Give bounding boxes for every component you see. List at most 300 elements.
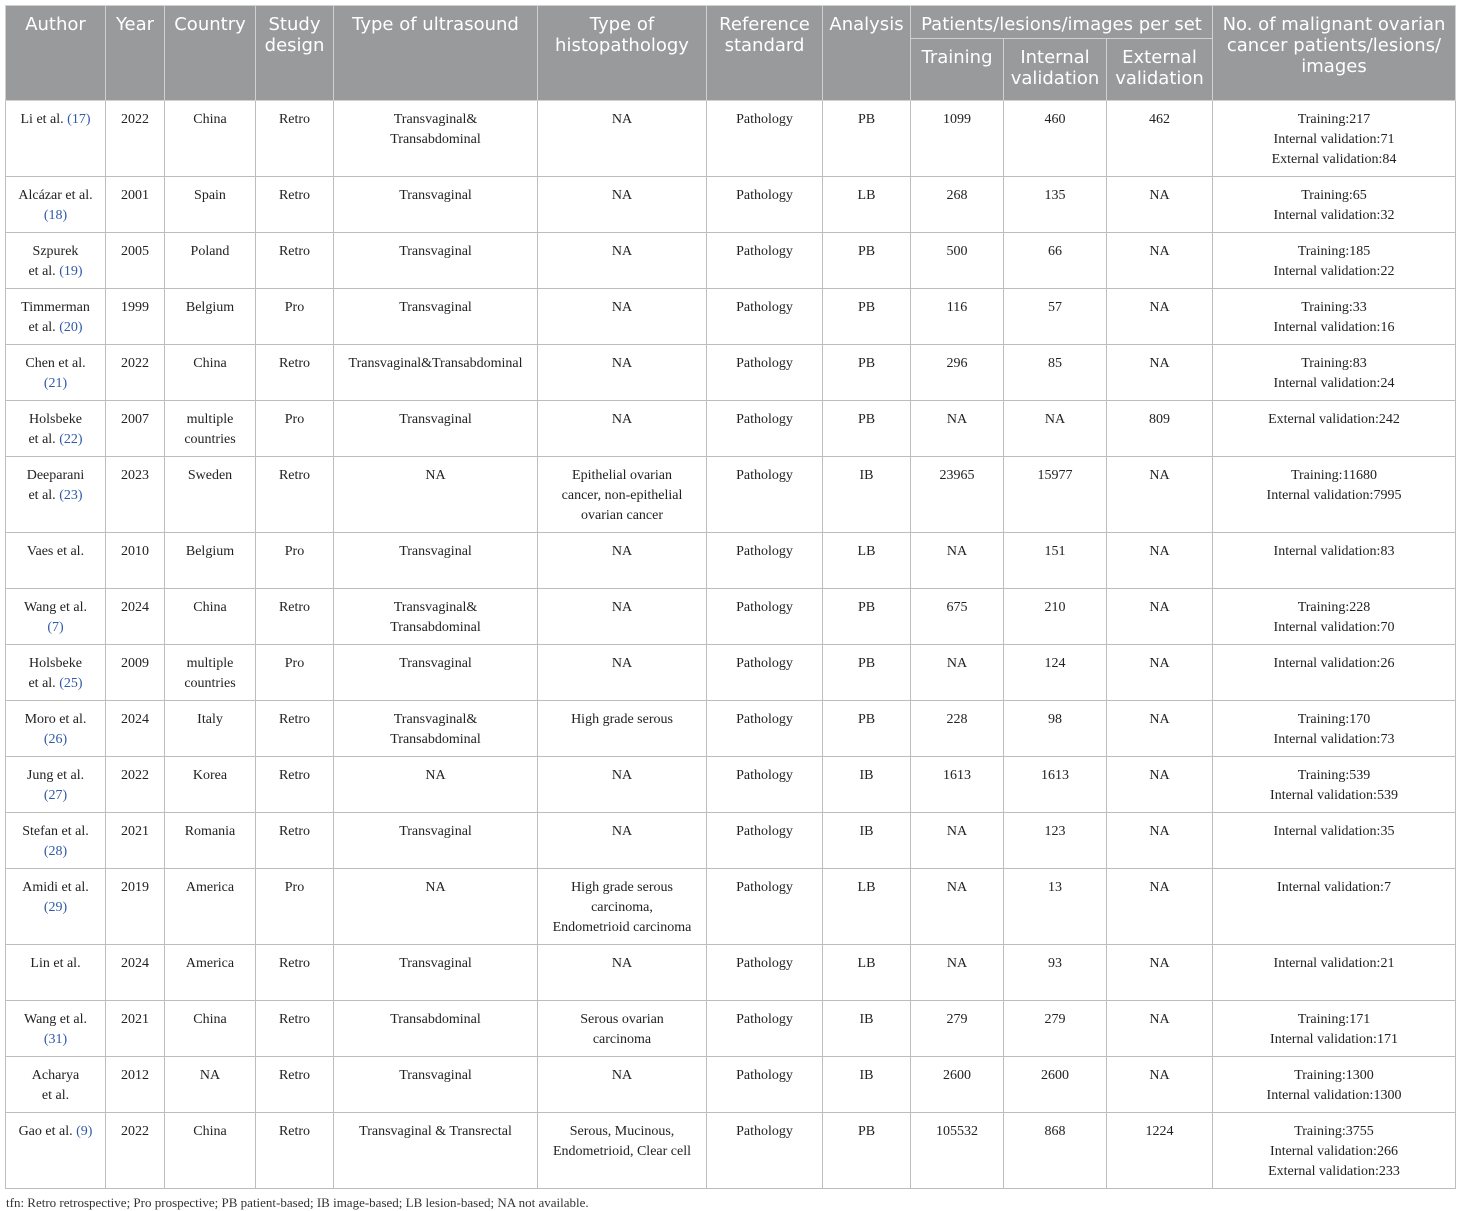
histopathology-cell [538, 945, 707, 1001]
author-cell-line: Vaes et al. [26, 544, 85, 559]
internal-validation-count-cell: 868 [1004, 1113, 1107, 1189]
author-cell-line: et al. [28, 264, 60, 279]
ultrasound-type-cell [334, 701, 538, 757]
year-cell: 2005 [106, 233, 165, 289]
author-cell [6, 289, 106, 345]
malignant-count-cell-line: Training:1300 [1294, 1068, 1374, 1083]
citation-link[interactable]: (7) [47, 620, 64, 635]
ultrasound-type-cell [334, 401, 538, 457]
citation-link[interactable]: (21) [43, 376, 68, 391]
training-count-cell: 279 [911, 1001, 1004, 1057]
ultrasound-type-cell-line: Transabdominal [390, 620, 481, 635]
year-cell: 2010 [106, 533, 165, 589]
study-design-cell: Retro [256, 701, 334, 757]
analysis-cell: PB [823, 289, 911, 345]
author-cell [6, 945, 106, 1001]
internal-validation-count-cell: 57 [1004, 289, 1107, 345]
histopathology-cell [538, 289, 707, 345]
internal-validation-count-cell: 98 [1004, 701, 1107, 757]
ultrasound-type-cell-line: Transabdominal [390, 132, 481, 147]
histopathology-cell [538, 589, 707, 645]
malignant-count-cell [1213, 757, 1456, 813]
external-validation-count-cell: NA [1107, 177, 1213, 233]
internal-validation-count-cell: 124 [1004, 645, 1107, 701]
histopathology-cell-line: carcinoma [592, 1032, 652, 1047]
citation-link[interactable]: (19) [59, 264, 83, 279]
reference-standard-cell: Pathology [707, 289, 823, 345]
author-cell-line: Holsbeke [29, 412, 82, 427]
country-cell-line: China [193, 356, 227, 371]
table-row [6, 1057, 1456, 1113]
malignant-count-cell-line: Training:3755 [1294, 1124, 1374, 1139]
ultrasound-type-cell-line: Transabdominal [390, 732, 481, 747]
ultrasound-type-cell-line: Transvaginal [399, 824, 472, 839]
author-cell [6, 101, 106, 177]
country-cell [165, 589, 256, 645]
study-design-cell: Pro [256, 533, 334, 589]
table-row [6, 345, 1456, 401]
training-count-cell: 1613 [911, 757, 1004, 813]
training-count-cell: 675 [911, 589, 1004, 645]
reference-standard-cell: Pathology [707, 533, 823, 589]
author-cell [6, 645, 106, 701]
malignant-count-cell [1213, 457, 1456, 533]
study-design-cell: Retro [256, 177, 334, 233]
ultrasound-type-cell-line: NA [425, 468, 446, 483]
histopathology-cell [538, 1113, 707, 1189]
external-validation-count-cell: NA [1107, 813, 1213, 869]
country-cell-line: China [193, 1012, 227, 1027]
ultrasound-type-cell-line: Transvaginal [399, 1068, 472, 1083]
country-cell-line: America [185, 880, 235, 895]
table-row [6, 1113, 1456, 1189]
country-cell [165, 1057, 256, 1113]
internal-validation-count-cell: 2600 [1004, 1057, 1107, 1113]
reference-standard-cell: Pathology [707, 701, 823, 757]
training-count-cell: 228 [911, 701, 1004, 757]
header-year: Year [106, 6, 165, 101]
histopathology-cell-line: Endometrioid carcinoma [552, 920, 692, 935]
training-count-cell: NA [911, 869, 1004, 945]
country-cell-line: Belgium [185, 300, 235, 315]
header-study-design: Study design [256, 6, 334, 101]
reference-standard-cell: Pathology [707, 1113, 823, 1189]
ultrasound-type-cell-line: Transvaginal& [393, 112, 478, 127]
ultrasound-type-cell-line: Transvaginal&Transabdominal [348, 356, 523, 371]
malignant-count-cell-line: Internal validation:21 [1273, 956, 1395, 971]
ultrasound-type-cell [334, 869, 538, 945]
country-cell [165, 869, 256, 945]
country-cell-line: Belgium [185, 544, 235, 559]
header-ultrasound-type: Type of ultrasound [334, 6, 538, 101]
ultrasound-type-cell [334, 289, 538, 345]
header-histopathology-type: Type of histopathology [538, 6, 707, 101]
country-cell-line: countries [184, 432, 236, 447]
year-cell: 2019 [106, 869, 165, 945]
citation-link[interactable]: (23) [59, 488, 83, 503]
country-cell [165, 345, 256, 401]
external-validation-count-cell: NA [1107, 289, 1213, 345]
author-cell-line: Lin et al. [30, 956, 81, 971]
citation-link[interactable]: (18) [43, 208, 68, 223]
histopathology-cell [538, 177, 707, 233]
histopathology-cell-line: ovarian cancer [581, 508, 663, 523]
country-cell [165, 533, 256, 589]
malignant-count-cell-line: Internal validation:171 [1270, 1032, 1398, 1047]
external-validation-count-cell: NA [1107, 701, 1213, 757]
malignant-count-cell-line: Training:33 [1301, 300, 1367, 315]
ultrasound-type-cell-line: Transvaginal [399, 188, 472, 203]
histopathology-cell [538, 101, 707, 177]
external-validation-count-cell: NA [1107, 645, 1213, 701]
study-design-cell: Retro [256, 457, 334, 533]
malignant-count-cell-line: Training:228 [1297, 600, 1371, 615]
ultrasound-type-cell [334, 457, 538, 533]
malignant-count-cell-line: Training:171 [1297, 1012, 1371, 1027]
country-cell [165, 101, 256, 177]
ultrasound-type-cell [334, 177, 538, 233]
country-cell [165, 177, 256, 233]
malignant-count-cell-line: Training:11680 [1290, 468, 1378, 483]
histopathology-cell [538, 1057, 707, 1113]
analysis-cell: PB [823, 101, 911, 177]
ultrasound-type-cell-line: Transvaginal [399, 412, 472, 427]
author-cell-line: et al. [28, 488, 60, 503]
histopathology-cell-line: NA [611, 356, 633, 371]
internal-validation-count-cell: 460 [1004, 101, 1107, 177]
internal-validation-count-cell: 15977 [1004, 457, 1107, 533]
histopathology-cell-line: NA [611, 112, 633, 127]
author-cell-line: Amidi et al. [22, 880, 89, 895]
table-row [6, 289, 1456, 345]
country-cell-line: America [185, 956, 235, 971]
reference-standard-cell: Pathology [707, 401, 823, 457]
ultrasound-type-cell [334, 233, 538, 289]
citation-link[interactable]: (17) [67, 112, 91, 127]
analysis-cell: PB [823, 233, 911, 289]
reference-standard-cell: Pathology [707, 177, 823, 233]
table-row [6, 589, 1456, 645]
analysis-cell: PB [823, 401, 911, 457]
external-validation-count-cell: NA [1107, 869, 1213, 945]
internal-validation-count-cell: 279 [1004, 1001, 1107, 1057]
country-cell-line: Spain [194, 188, 226, 203]
study-design-cell: Retro [256, 1001, 334, 1057]
reference-standard-cell: Pathology [707, 589, 823, 645]
malignant-count-cell-line: Internal validation:266 [1270, 1144, 1398, 1159]
external-validation-count-cell: NA [1107, 945, 1213, 1001]
malignant-count-cell-line: Internal validation:7 [1277, 880, 1391, 895]
table-row [6, 757, 1456, 813]
external-validation-count-cell: NA [1107, 345, 1213, 401]
country-cell-line: NA [199, 1068, 221, 1083]
histopathology-cell-line: carcinoma, [591, 900, 653, 915]
reference-standard-cell: Pathology [707, 757, 823, 813]
country-cell-line: Korea [192, 768, 228, 783]
year-cell: 2001 [106, 177, 165, 233]
table-row [6, 533, 1456, 589]
year-cell: 2022 [106, 757, 165, 813]
malignant-count-cell [1213, 813, 1456, 869]
training-count-cell: 268 [911, 177, 1004, 233]
malignant-count-cell-line: Internal validation:24 [1273, 376, 1395, 391]
analysis-cell: PB [823, 1113, 911, 1189]
analysis-cell: LB [823, 533, 911, 589]
country-cell-line: Romania [184, 824, 236, 839]
table-row [6, 101, 1456, 177]
internal-validation-count-cell: NA [1004, 401, 1107, 457]
internal-validation-count-cell: 13 [1004, 869, 1107, 945]
ultrasound-type-cell [334, 1057, 538, 1113]
author-cell-line: Wang et al. [23, 600, 87, 615]
citation-link[interactable]: (31) [43, 1032, 68, 1047]
author-cell-line: Moro et al. [24, 712, 87, 727]
ultrasound-type-cell [334, 1001, 538, 1057]
malignant-count-cell [1213, 101, 1456, 177]
author-cell-line: Jung et al. [26, 768, 85, 783]
histopathology-cell-line: NA [611, 544, 633, 559]
ultrasound-type-cell-line: Transvaginal & Transrectal [359, 1124, 512, 1139]
author-cell-line: et al. [28, 432, 60, 447]
training-count-cell: NA [911, 813, 1004, 869]
country-cell-line: Poland [190, 244, 230, 259]
country-cell-line: Sweden [187, 468, 233, 483]
table-row [6, 645, 1456, 701]
country-cell [165, 701, 256, 757]
year-cell: 1999 [106, 289, 165, 345]
training-count-cell: 1099 [911, 101, 1004, 177]
malignant-count-cell [1213, 345, 1456, 401]
author-cell [6, 345, 106, 401]
malignant-count-cell-line: Internal validation:16 [1273, 320, 1395, 335]
external-validation-count-cell: NA [1107, 457, 1213, 533]
malignant-count-cell-line: Internal validation:70 [1273, 620, 1395, 635]
histopathology-cell-line: NA [611, 656, 633, 671]
analysis-cell: IB [823, 1001, 911, 1057]
table-footnote: tfn: Retro retrospective; Pro prospective; PB patient-based; IB image-based; LB lesion-based; NA not available. [6, 1195, 589, 1210]
training-count-cell: 105532 [911, 1113, 1004, 1189]
country-cell-line: multiple [186, 656, 234, 671]
author-cell [6, 1113, 106, 1189]
author-cell-line: Gao et al. [18, 1124, 77, 1139]
header-reference-standard: Reference standard [707, 6, 823, 101]
ultrasound-type-cell [334, 945, 538, 1001]
year-cell: 2024 [106, 701, 165, 757]
histopathology-cell [538, 457, 707, 533]
author-cell [6, 177, 106, 233]
citation-link[interactable]: (26) [43, 732, 68, 747]
training-count-cell: NA [911, 945, 1004, 1001]
author-cell-line: Timmerman [21, 300, 90, 315]
year-cell: 2021 [106, 1001, 165, 1057]
malignant-count-cell-line: Internal validation:83 [1273, 544, 1395, 559]
external-validation-count-cell: 1224 [1107, 1113, 1213, 1189]
histopathology-cell-line: NA [611, 300, 633, 315]
study-design-cell: Pro [256, 869, 334, 945]
country-cell [165, 813, 256, 869]
header-malignant-count: No. of malignant ovarian cancer patients/lesions/ images [1213, 6, 1456, 101]
histopathology-cell [538, 645, 707, 701]
external-validation-count-cell: 809 [1107, 401, 1213, 457]
study-design-cell: Retro [256, 1113, 334, 1189]
header-analysis: Analysis [823, 6, 911, 101]
reference-standard-cell: Pathology [707, 645, 823, 701]
histopathology-cell-line: NA [611, 768, 633, 783]
year-cell: 2023 [106, 457, 165, 533]
malignant-count-cell [1213, 589, 1456, 645]
ultrasound-type-cell [334, 645, 538, 701]
training-count-cell: 296 [911, 345, 1004, 401]
malignant-count-cell-line: Internal validation:26 [1273, 656, 1395, 671]
header-country: Country [165, 6, 256, 101]
year-cell: 2022 [106, 345, 165, 401]
study-design-cell: Retro [256, 813, 334, 869]
histopathology-cell-line: NA [611, 824, 633, 839]
reference-standard-cell: Pathology [707, 1001, 823, 1057]
malignant-count-cell [1213, 945, 1456, 1001]
analysis-cell: IB [823, 813, 911, 869]
ultrasound-type-cell [334, 101, 538, 177]
malignant-count-cell-line: Internal validation:7995 [1266, 488, 1402, 503]
histopathology-cell-line: Epithelial ovarian [572, 468, 672, 483]
citation-link[interactable]: (9) [76, 1124, 93, 1139]
internal-validation-count-cell: 135 [1004, 177, 1107, 233]
histopathology-cell-line: NA [611, 412, 633, 427]
malignant-count-cell-line: External validation:84 [1271, 152, 1397, 167]
author-cell [6, 701, 106, 757]
analysis-cell: IB [823, 457, 911, 533]
ultrasound-type-cell-line: NA [425, 768, 446, 783]
author-cell [6, 757, 106, 813]
ultrasound-type-cell-line: Transvaginal [399, 656, 472, 671]
external-validation-count-cell: NA [1107, 589, 1213, 645]
country-cell-line: countries [184, 676, 236, 691]
malignant-count-cell [1213, 289, 1456, 345]
ultrasound-type-cell-line: Transabdominal [390, 1012, 481, 1027]
histopathology-cell [538, 701, 707, 757]
country-cell [165, 233, 256, 289]
study-design-cell: Retro [256, 589, 334, 645]
histopathology-cell-line: High grade serous [571, 880, 673, 895]
internal-validation-count-cell: 123 [1004, 813, 1107, 869]
citation-link[interactable]: (25) [59, 676, 83, 691]
table-row [6, 233, 1456, 289]
author-cell [6, 233, 106, 289]
training-count-cell: 2600 [911, 1057, 1004, 1113]
citation-link[interactable]: (27) [43, 788, 68, 803]
histopathology-cell-line: NA [611, 244, 633, 259]
malignant-count-cell-line: Internal validation:73 [1273, 732, 1395, 747]
internal-validation-count-cell: 1613 [1004, 757, 1107, 813]
malignant-count-cell [1213, 1001, 1456, 1057]
citation-link[interactable]: (20) [59, 320, 83, 335]
header-per-set-group: Patients/lesions/images per set [911, 6, 1213, 39]
malignant-count-cell-line: Training:185 [1297, 244, 1371, 259]
author-cell-line: Wang et al. [23, 1012, 87, 1027]
year-cell: 2021 [106, 813, 165, 869]
histopathology-cell [538, 533, 707, 589]
year-cell: 2024 [106, 589, 165, 645]
malignant-count-cell [1213, 1113, 1456, 1189]
study-design-cell: Retro [256, 101, 334, 177]
author-cell [6, 401, 106, 457]
reference-standard-cell: Pathology [707, 945, 823, 1001]
analysis-cell: IB [823, 757, 911, 813]
internal-validation-count-cell: 93 [1004, 945, 1107, 1001]
malignant-count-cell [1213, 701, 1456, 757]
analysis-cell: IB [823, 1057, 911, 1113]
table-row [6, 1001, 1456, 1057]
study-design-cell: Retro [256, 757, 334, 813]
country-cell [165, 1113, 256, 1189]
reference-standard-cell: Pathology [707, 869, 823, 945]
internal-validation-count-cell: 210 [1004, 589, 1107, 645]
table-row [6, 869, 1456, 945]
author-cell [6, 1057, 106, 1113]
internal-validation-count-cell: 151 [1004, 533, 1107, 589]
ultrasound-type-cell [334, 589, 538, 645]
author-cell [6, 533, 106, 589]
reference-standard-cell: Pathology [707, 345, 823, 401]
citation-link[interactable]: (22) [59, 432, 83, 447]
author-cell-line: Deeparani [26, 468, 85, 483]
country-cell [165, 1001, 256, 1057]
histopathology-cell-line: NA [611, 1068, 633, 1083]
malignant-count-cell [1213, 401, 1456, 457]
ultrasound-type-cell [334, 757, 538, 813]
header-training: Training [911, 39, 1004, 101]
study-characteristics-table [5, 5, 1456, 1189]
malignant-count-cell [1213, 233, 1456, 289]
histopathology-cell-line: NA [611, 188, 633, 203]
country-cell [165, 757, 256, 813]
internal-validation-count-cell: 66 [1004, 233, 1107, 289]
author-cell-line: et al. [28, 320, 60, 335]
table-row [6, 813, 1456, 869]
study-design-cell: Retro [256, 1057, 334, 1113]
author-cell-line: Alcázar et al. [18, 188, 93, 203]
country-cell [165, 401, 256, 457]
training-count-cell: 116 [911, 289, 1004, 345]
author-cell-line: et al. [41, 1088, 70, 1103]
ultrasound-type-cell-line: Transvaginal& [393, 600, 478, 615]
malignant-count-cell-line: Internal validation:539 [1270, 788, 1398, 803]
table-row [6, 401, 1456, 457]
year-cell: 2009 [106, 645, 165, 701]
histopathology-cell-line: NA [611, 956, 633, 971]
country-cell-line: multiple [186, 412, 234, 427]
malignant-count-cell-line: Internal validation:32 [1273, 208, 1395, 223]
year-cell: 2022 [106, 1113, 165, 1189]
country-cell-line: China [193, 112, 227, 127]
reference-standard-cell: Pathology [707, 233, 823, 289]
citation-link[interactable]: (29) [43, 900, 68, 915]
analysis-cell: LB [823, 869, 911, 945]
author-cell-line: Chen et al. [25, 356, 86, 371]
citation-link[interactable]: (28) [43, 844, 68, 859]
study-design-cell: Pro [256, 289, 334, 345]
training-count-cell: NA [911, 401, 1004, 457]
author-cell-line: et al. [28, 676, 60, 691]
analysis-cell: PB [823, 345, 911, 401]
external-validation-count-cell: NA [1107, 233, 1213, 289]
ultrasound-type-cell [334, 533, 538, 589]
analysis-cell: LB [823, 177, 911, 233]
ultrasound-type-cell-line: Transvaginal [399, 956, 472, 971]
author-cell [6, 1001, 106, 1057]
reference-standard-cell: Pathology [707, 457, 823, 533]
histopathology-cell [538, 1001, 707, 1057]
